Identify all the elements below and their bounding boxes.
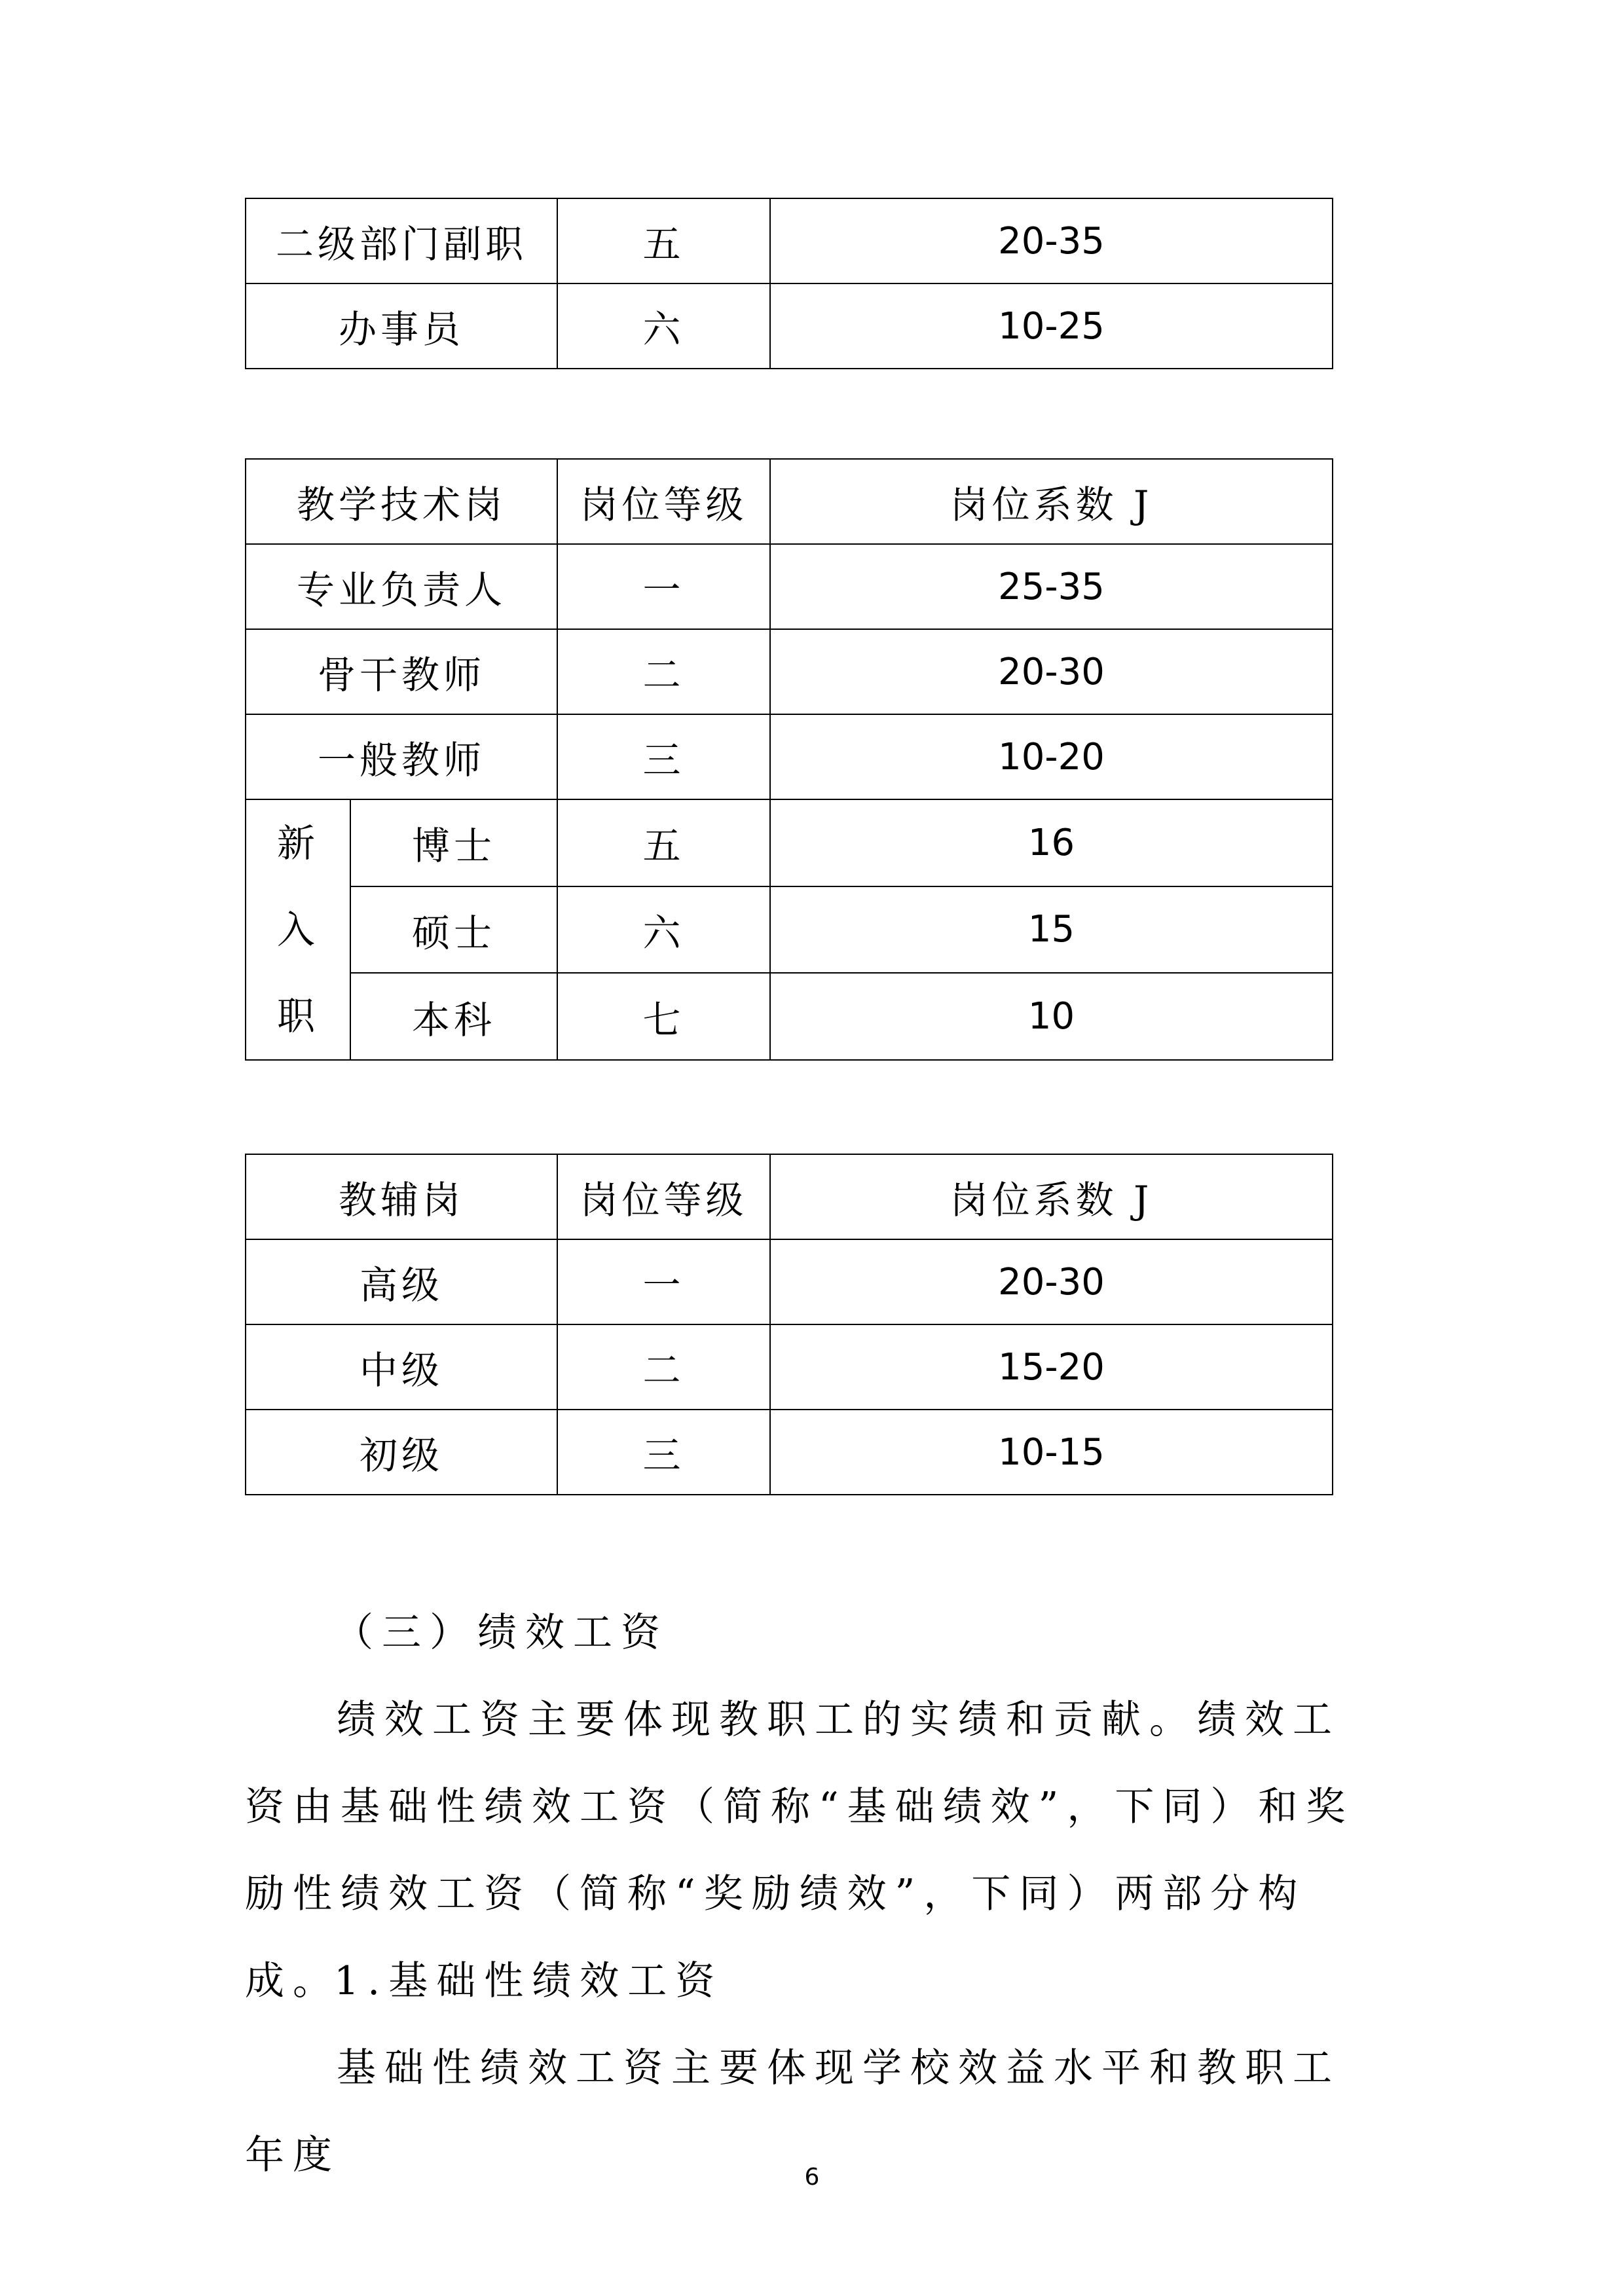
teaching-post-table: [245, 458, 1333, 1061]
header-post: 教学技术岗: [246, 459, 557, 544]
level-cell: 二: [557, 1324, 770, 1410]
table-header-row: [246, 1154, 1333, 1239]
coef-cell: 16: [770, 799, 1333, 886]
coef-cell: 20-30: [770, 1239, 1333, 1324]
subsection-title: 1.基础性绩效工资: [334, 1958, 724, 2004]
coef-cell: 10: [770, 973, 1333, 1060]
table-row: [246, 1410, 1333, 1495]
post-cell: 博士: [350, 799, 557, 886]
level-cell: 三: [557, 1410, 770, 1495]
header-level: 岗位等级: [557, 1154, 770, 1239]
table-row: [246, 799, 1333, 886]
group-char: 职: [276, 994, 319, 1038]
support-post-table: [245, 1154, 1333, 1495]
paragraph-text: 基础性绩效工资主要体现学校效益水平和教职工年度: [245, 2045, 1340, 2178]
post-cell: 骨干教师: [246, 629, 557, 714]
page-number: 6: [804, 2164, 820, 2191]
level-cell: 三: [557, 714, 770, 799]
section-title: （三）绩效工资: [334, 1610, 669, 1656]
post-cell: 硕士: [350, 886, 557, 974]
table-row: [246, 973, 1333, 1060]
table-header-row: [246, 459, 1333, 544]
coef-cell: 20-35: [770, 198, 1333, 283]
table-row: [246, 714, 1333, 799]
coef-cell: 25-35: [770, 544, 1333, 629]
level-cell: 一: [557, 544, 770, 629]
table-row: [246, 544, 1333, 629]
table-row: [246, 1324, 1333, 1410]
level-cell: 六: [557, 886, 770, 974]
post-cell: 初级: [246, 1410, 557, 1495]
admin-post-table: [245, 198, 1333, 369]
coef-cell: 10-25: [770, 283, 1333, 369]
post-cell: 高级: [246, 1239, 557, 1324]
post-cell: 本科: [350, 973, 557, 1060]
header-coef: 岗位系数 J: [770, 459, 1333, 544]
paragraph-text: 绩效工资主要体现教职工的实绩和贡献。绩效工资由基础性绩效工资（简称“基础绩效”，下同）和奖励性绩效工资（简称“奖励绩效”，下同）两部分构成。: [245, 1697, 1354, 2004]
level-cell: 二: [557, 629, 770, 714]
header-level: 岗位等级: [557, 459, 770, 544]
level-cell: 七: [557, 973, 770, 1060]
table-row: [246, 283, 1333, 369]
level-cell: 一: [557, 1239, 770, 1324]
coef-cell: 15-20: [770, 1324, 1333, 1410]
level-cell: 五: [557, 198, 770, 283]
table-row: [246, 886, 1333, 974]
table-row: [246, 629, 1333, 714]
table-row: [246, 1239, 1333, 1324]
post-cell: 一般教师: [246, 714, 557, 799]
post-cell: 专业负责人: [246, 544, 557, 629]
post-cell: 二级部门副职: [246, 198, 557, 283]
coef-cell: 10-20: [770, 714, 1333, 799]
level-cell: 五: [557, 799, 770, 886]
coef-cell: 15: [770, 886, 1333, 974]
header-coef: 岗位系数 J: [770, 1154, 1333, 1239]
table-row: [246, 198, 1333, 283]
coef-cell: 10-15: [770, 1410, 1333, 1495]
post-cell: 中级: [246, 1324, 557, 1410]
group-char: 入: [276, 907, 319, 952]
level-cell: 六: [557, 283, 770, 369]
coef-cell: 20-30: [770, 629, 1333, 714]
new-hire-group-cell: [246, 799, 350, 1060]
post-cell: 办事员: [246, 283, 557, 369]
header-post: 教辅岗: [246, 1154, 557, 1239]
group-char: 新: [276, 821, 319, 866]
